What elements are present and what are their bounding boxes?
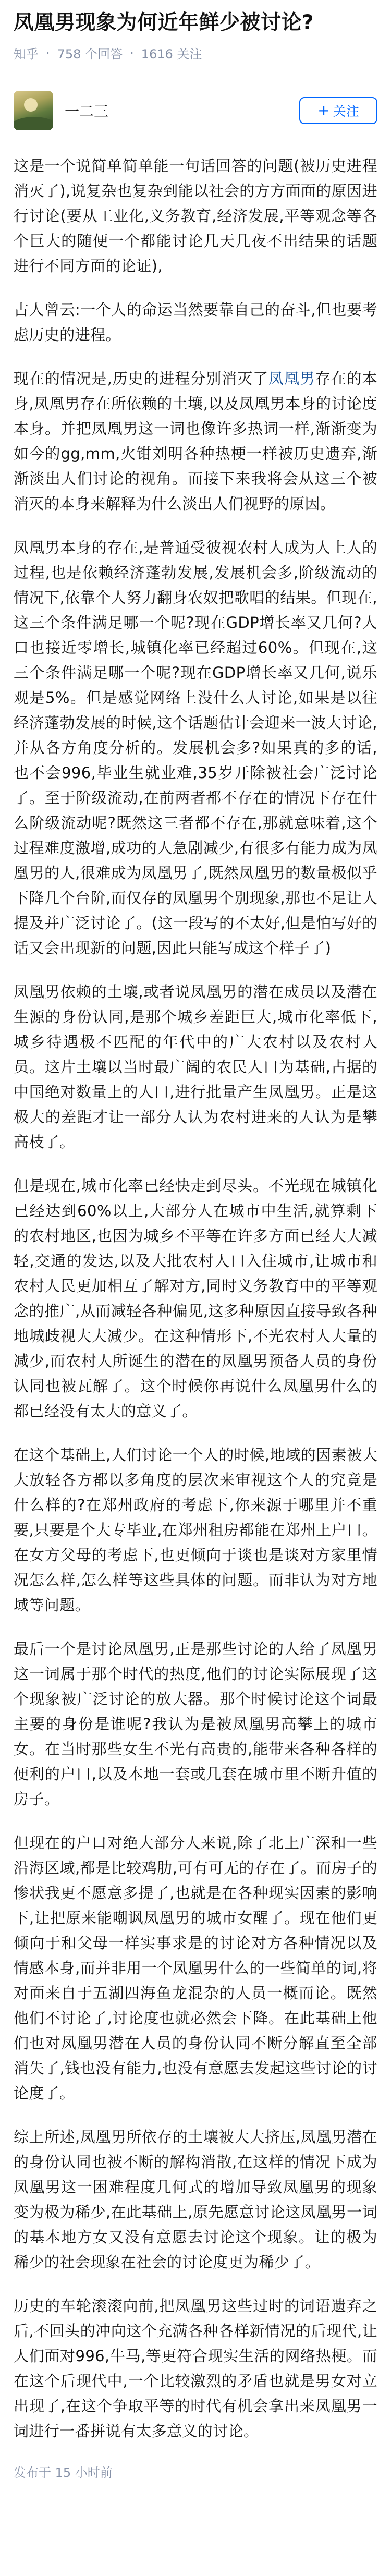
answer-paragraph: 古人曾云:一个人的命运当然要靠自己的奋斗,但也要考虑历史的进程。 xyxy=(14,301,377,344)
inline-link[interactable]: 凤凰男 xyxy=(268,370,315,387)
follower-count: 1616 关注 xyxy=(141,47,202,62)
answer-paragraph: 凤凰男本身的存在,是普通受彼视农村人成为人上人的过程,也是依赖经济蓬勃发展,发展机会多,阶级流动的情况下,依靠个人努力翻身农奴把歌唱的结果。但现在,这三个条件满足哪一个呢?现在GDP增长率又几何?人口也接近零增长,城镇化率已经超过60%。但现在,这三个条件满足哪一个呢?现在GDP增长率又几何,说乐观是5%。但是感觉网络上没什么人讨论,如果是以往经济蓬勃发展的时候,这个话题估计会迎来一波大讨论,并从各方角度分析的。发展机会多?如果真的多的话,也不会996,毕业生就业难,35岁开除被社会广泛讨论了。至于阶级流动,在前两者都不存在的情况下存在什么阶级流动呢?既然这三者都不存在,那就意味着,这个过程难度激增,成功的人急剧减少,有很多有能力成为凤凰男的人,很难成为凤凰男了,既然凤凰男的数量极似乎下降几个台阶,而仅存的凤凰男个别现象,那也不足让人提及并广泛讨论了。(这一段写的不太好,但是怕写好的话又会出现新的问题,因此只能写成这个样子了) xyxy=(14,539,377,957)
meta-separator: · xyxy=(130,45,134,60)
meta-separator: · xyxy=(46,45,50,60)
answer-paragraph: 现在的情况是,历史的进程分别消灭了凤凰男存在的本身,凤凰男存在所依赖的土壤,以及凤凰男本身的讨论度本身。并把凤凰男这一词也像许多热词一样,渐渐变为如今的gg,mm,火钳刘明各种热梗一样被历史遗弃,渐渐淡出人们讨论的视角。而接下来我将会从这三个被消灭的本身来解释为什么淡出人们视野的原因。 xyxy=(14,370,377,513)
answer-paragraph: 在这个基础上,人们讨论一个人的时候,地域的因素被大大放轻各方都以多角度的层次来审视这个人的究竟是什么样的?在郑州政府的考虑下,你来源于哪里并不重要,只要是个大专毕业,在郑州租房都能在郑州上户口。在女方父母的考虑下,也更倾向于谈也是谈对方家里情况怎么样,怎么样等这些具体的问题。而非认为对方地域等问题。 xyxy=(14,1446,377,1614)
answer-paragraph: 但是现在,城市化率已经快走到尽头。不光现在城镇化已经达到60%以上,大部分人在城市中生活,就算剩下的农村地区,也因为城乡不平等在许多方面已经大大减轻,交通的发达,以及大批农村人口入住城市,让城市和农村人民更加相互了解对方,同时义务教育中的平等观念的推广,从而减轻各种偏见,这多种原因直接导致各种地城歧视大大减少。在这种情形下,不光农村人大量的减少,而农村人所诞生的潜在的凤凰男预备人员的身份认同也被瓦解了。这个时候你再说什么凤凰男什么的都已经没有太大的意义了。 xyxy=(14,1177,377,1420)
question-title[interactable]: 凤凰男现象为何近年鲜少被讨论? xyxy=(14,11,314,34)
author-row xyxy=(14,91,377,130)
follow-label: 关注 xyxy=(333,104,359,119)
answer-paragraph: 综上所述,凤凰男所依存的土壤被大大挤压,凤凰男潜在的身份认同也被不断的解构消散,在这样的情况下成为凤凰男这一困难程度几何式的增加导致凤凰男的现象变为极为稀少,在此基础上,原先愿意讨论这凤凰男一词的基本地方女又没有意愿去讨论这个现象。让的极为稀少的社会现象在社会的讨论度更为稀少了。 xyxy=(14,2128,377,2271)
follow-button[interactable] xyxy=(299,97,377,124)
answer-paragraph: 历史的车轮滚滚向前,把凤凰男这些过时的词语遗弃之后,不回头的冲向这个充满各种各样新情况的后现代,让人们面对996,牛马,等更符合现实生活的网络热梗。而在这个后现代中,一个比较激烈的矛盾也就是男女对立出现了,在这个争取平等的时代有机会拿出来凤凰男一词进行一番拼说有太多意义的讨论。 xyxy=(14,2297,377,2440)
answer-body xyxy=(14,153,377,2444)
author-name[interactable]: 一二三 xyxy=(65,103,109,120)
source-label[interactable]: 知乎 xyxy=(14,47,39,62)
question-meta xyxy=(14,44,377,62)
answer-paragraph: 但现在的户口对绝大部分人来说,除了北上广深和一些沿海区域,都是比较鸡肋,可有可无的存在了。而房子的惨状我更不愿意多提了,也就是在各种现实因素的影响下,让把原来能嘲讽凤凰男的城市女醒了。现在他们更倾向于和父母一样实事求是的讨论对方各种情况以及情感本身,而并非用一个凤凰男什么的一些简单的词,将对面来自于五湖四海鱼龙混杂的人员一概而论。既然他们不讨论了,讨论度也就必然会下降。在此基础上他们也对凤凰男潜在人员的身份认同不断分解直至全部消失了,钱也没有能力,也没有意愿去发起这些讨论的讨论度了。 xyxy=(14,1834,377,2102)
plus-icon: + xyxy=(317,102,330,119)
answer-count: 758 个回答 xyxy=(57,47,123,62)
publish-time: 发布于 15 小时前 xyxy=(14,2465,113,2480)
avatar[interactable] xyxy=(14,91,53,130)
answer-paragraph: 这是一个说简单简单能一句话回答的问题(被历史进程消灭了),说复杂也复杂到能以社会的方方面面的原因进行讨论(要从工业化,义务教育,经济发展,平等观念等各个巨大的随便一个都能讨论几天几夜不出结果的话题进行不同方面的论证), xyxy=(14,157,377,275)
answer-paragraph: 最后一个是讨论凤凰男,正是那些讨论的人给了凤凰男这一词属于那个时代的热度,他们的讨论实际展现了这个现象被广泛讨论的放大器。那个时候讨论这个词最主要的身份是谁呢?我认为是被凤凰男高攀上的城市女。在当时那些女生不光有高贵的,能带来各种各样的便利的户口,以及本地一套或几套在城市里不断升值的房子。 xyxy=(14,1640,377,1808)
answer-paragraph: 凤凰男依赖的土壤,或者说凤凰男的潜在成员以及潜在生源的身份认同,是那个城乡差距巨大,城市化率低下,城乡待遇极不匹配的年代中的广大农村以及农村人员。这片土壤以当时最广阔的农民人口为基础,占据的中国绝对数量上的人口,进行批量产生凤凰男。正是这极大的差距才让一部分人认为农村进来的人认为是攀高枝了。 xyxy=(14,983,377,1151)
